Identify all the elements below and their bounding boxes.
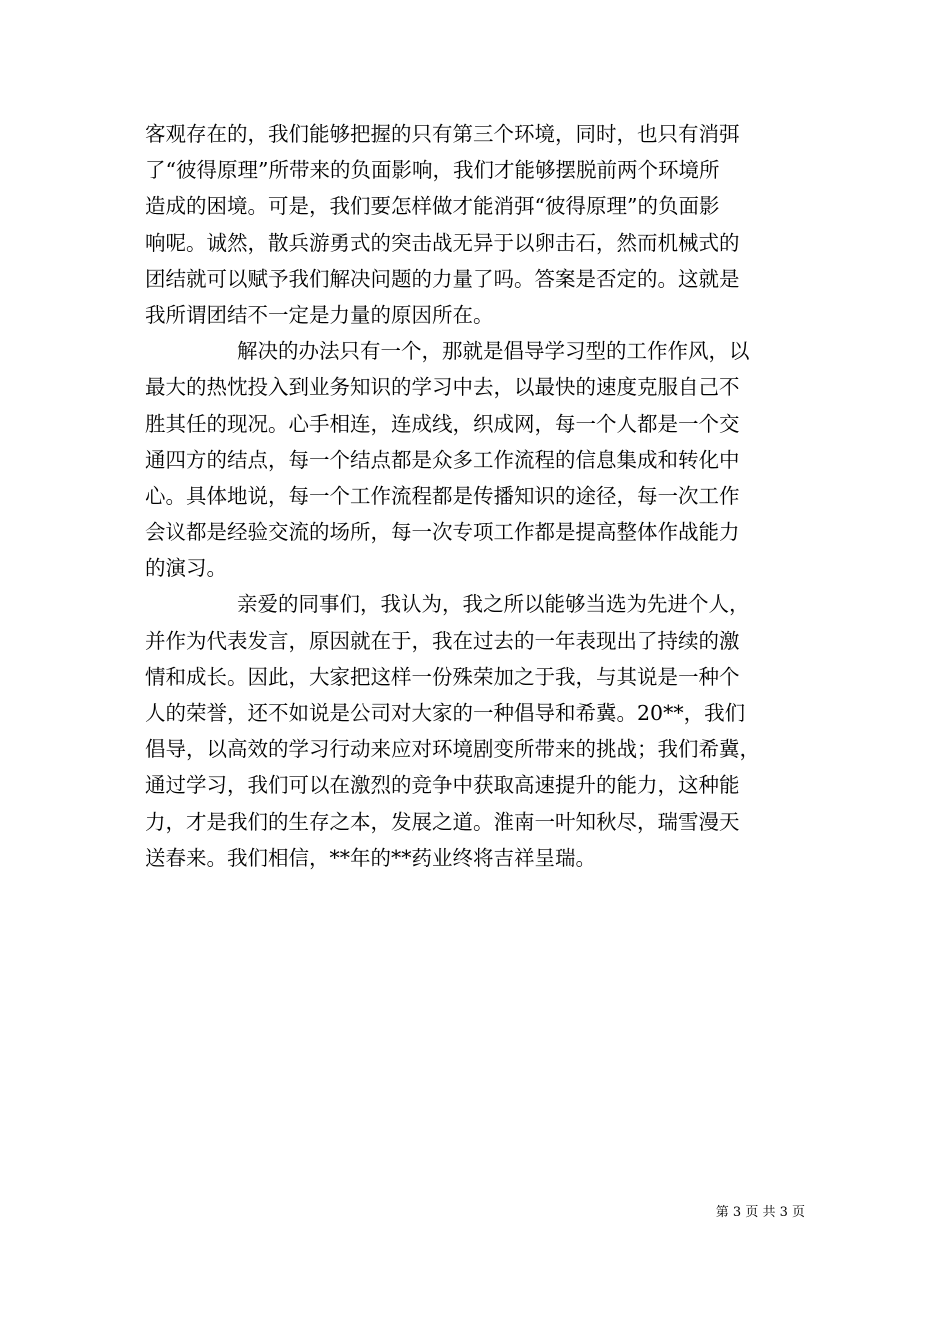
body-text [145, 116, 810, 876]
text-line: 胜其任的现况。心手相连，连成线，织成网，每一个人都是一个交 [145, 411, 740, 436]
paragraph-2 [145, 333, 810, 586]
text-line: 团结就可以赋予我们解决问题的力量了吗。答案是否定的。这就是 [145, 266, 740, 291]
text-line: 通过学习，我们可以在激烈的竞争中获取高速提升的能力，这种能 [145, 773, 740, 798]
text-line: 响呢。诚然，散兵游勇式的突击战无异于以卵击石，然而机械式的 [145, 230, 740, 255]
text-line: 客观存在的，我们能够把握的只有第三个环境，同时，也只有消弭 [145, 122, 740, 146]
text-line: 会议都是经验交流的场所，每一次专项工作都是提高整体作战能力 [145, 520, 740, 545]
page-number-footer: 第 3 页 共 3 页 [715, 1205, 805, 1220]
text-line: 亲爱的同事们，我认为，我之所以能够当选为先进个人， [237, 592, 750, 617]
text-line: 的演习。 [145, 556, 227, 581]
text-line: 心。具体地说，每一个工作流程都是传播知识的途径，每一次工作 [145, 483, 740, 508]
text-line: 造成的困境。可是，我们要怎样做才能消弭“彼得原理”的负面影 [145, 194, 720, 219]
text-line: 并作为代表发言，原因就在于，我在过去的一年表现出了持续的激 [145, 628, 740, 653]
text-line: 送春来。我们相信，**年的**药业终将吉祥呈瑞。 [145, 845, 596, 870]
text-line: 人的荣誉，还不如说是公司对大家的一种倡导和希冀。20**，我们 [145, 701, 746, 725]
text-line: 情和成长。因此，大家把这样一份殊荣加之于我，与其说是一种个 [145, 664, 740, 689]
paragraph-3 [145, 586, 810, 876]
text-line: 了“彼得原理”所带来的负面影响，我们才能够摆脱前两个环境所 [145, 158, 720, 183]
text-line: 最大的热忱投入到业务知识的学习中去，以最快的速度克服自己不 [145, 375, 740, 400]
paragraph-1 [145, 116, 810, 333]
text-line: 通四方的结点，每一个结点都是众多工作流程的信息集成和转化中 [145, 447, 740, 472]
text-line: 我所谓团结不一定是力量的原因所在。 [145, 302, 494, 327]
text-line: 力，才是我们的生存之本，发展之道。淮南一叶知秋尽，瑞雪漫天 [145, 809, 740, 834]
text-line: 解决的办法只有一个，那就是倡导学习型的工作作风，以 [237, 339, 750, 364]
text-line: 倡导，以高效的学习行动来应对环境剧变所带来的挑战；我们希冀， [145, 737, 760, 762]
